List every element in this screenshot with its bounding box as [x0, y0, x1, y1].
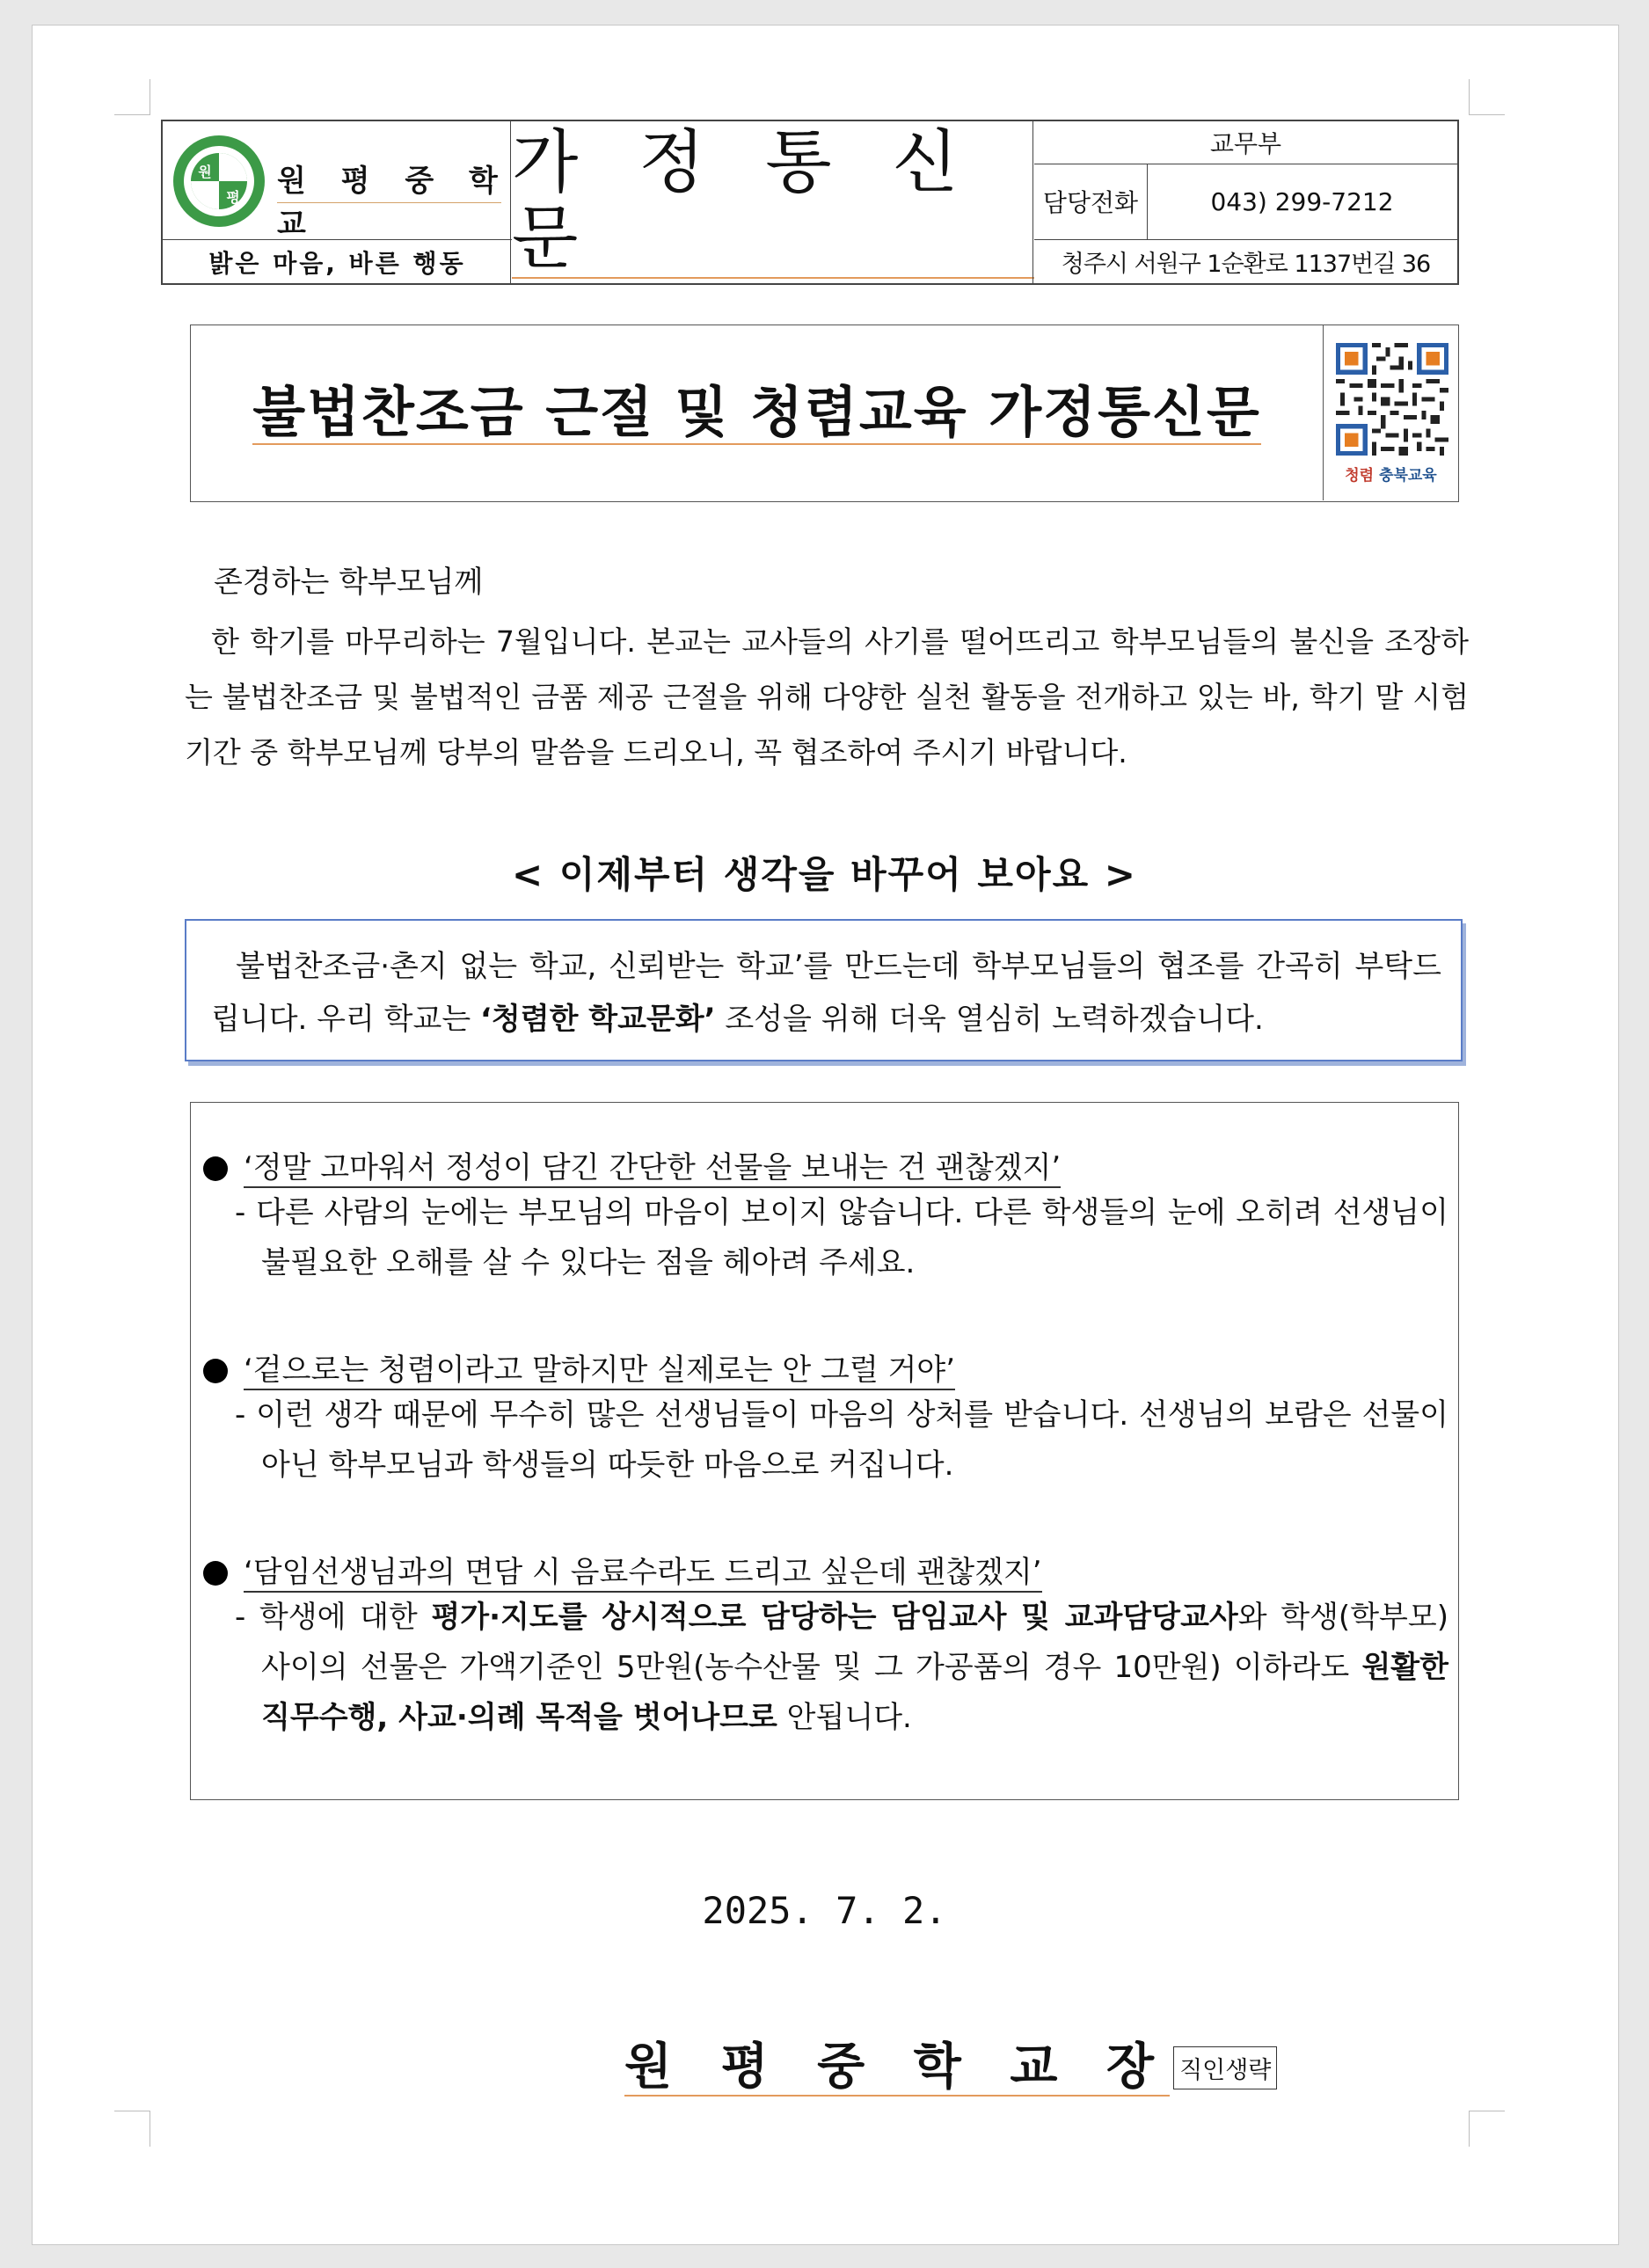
faq-answer	[235, 1593, 1448, 1743]
qr-caption-right: 충북교육	[1379, 467, 1437, 485]
seal-omitted-note: 직인생략	[1173, 2046, 1277, 2089]
faq-answer-part: 안됩니다.	[777, 1699, 912, 1735]
issue-date: 2025. 7. 2.	[702, 1889, 947, 1932]
faq-question	[203, 1150, 1434, 1188]
highlight-text	[211, 940, 1441, 1046]
faq-answer: - 다른 사람의 눈에는 부모님의 마음이 보이지 않습니다. 다른 학생들의 눈에 오히려 선생님이 불필요한 오해를 살 수 있다는 점을 헤아려 주세요.	[235, 1194, 1448, 1280]
faq-question-text: ‘겉으로는 청렴이라고 말하지만 실제로는 안 그럴 거야’	[244, 1353, 955, 1390]
school-motto: 밝은 마음, 바른 행동	[163, 239, 512, 284]
faq-answer-part: 와 학생(학부모) 사이의 선물은 가액기준인 5만원(농수산물 및 그 가공품의 경우 10만원) 이하라도	[261, 1599, 1448, 1685]
highlight-box	[185, 919, 1463, 1061]
crop-mark	[1469, 79, 1505, 115]
intro-text: 한 학기를 마무리하는 7월입니다. 본교는 교사들의 사기를 떨어뜨리고 학부모님들의 불신을 조장하는 불법찬조금 및 불법적인 금품 제공 근절을 위해 다양한 실천 활동을 전개하고 있는 바, 학기 말 시험 기간 중 학부모님께 당부의 말씀을 드리오니, 꼭 협조하여 주시기 바랍니다.	[185, 624, 1469, 769]
doc-type-title: 가 정 통 신 문	[512, 126, 1034, 279]
main-title-cell	[191, 325, 1323, 500]
faq-item	[203, 1555, 1448, 1743]
greeting: 존경하는 학부모님께	[214, 565, 484, 600]
doc-type-cell	[512, 121, 1034, 283]
principal-signature: 원 평 중 학 교 장	[624, 2038, 1171, 2096]
divider	[1032, 121, 1033, 283]
qr-code-icon	[1336, 343, 1448, 456]
faq-item	[203, 1353, 1448, 1491]
phone-label: 담당전화	[1034, 164, 1148, 240]
school-address: 청주시 서원구 1순환로 1137번길 36	[1061, 250, 1431, 278]
faq-answer-bold: 원활한 직무수행, 사교·의례 목적을 벗어나므로	[261, 1649, 1448, 1735]
faq-question	[203, 1353, 1434, 1390]
crop-mark	[114, 2111, 150, 2147]
faq-question-text: ‘정말 고마워서 정성이 담긴 간단한 선물을 보내는 건 괜찮겠지’	[244, 1150, 1061, 1188]
crop-mark	[114, 79, 150, 115]
bullet-icon	[203, 1561, 228, 1586]
phone-number: 043) 299-7212	[1147, 164, 1457, 240]
faq-box	[190, 1102, 1459, 1800]
faq-answer-part: - 학생에 대한	[235, 1599, 432, 1635]
highlight-text-1: 불법찬조금·촌지 없는 학교, 신뢰받는 학교’를 만드는데 학부모님들의 협조를 간곡히 부탁드립니다. 우리 학교는	[211, 949, 1441, 1037]
letterhead-table	[161, 120, 1459, 285]
emblem-char-2: 평	[226, 189, 240, 206]
school-logo-cell	[163, 121, 512, 242]
department: 교무부	[1034, 121, 1457, 164]
bullet-icon	[203, 1156, 228, 1181]
crop-mark	[1469, 2111, 1505, 2147]
signature-block	[624, 2038, 1277, 2097]
faq-question	[203, 1555, 1434, 1593]
school-emblem-icon	[171, 134, 266, 229]
qr-caption-left: 청렴	[1345, 467, 1375, 485]
title-box	[190, 325, 1459, 502]
faq-item	[203, 1150, 1448, 1288]
divider	[510, 121, 511, 283]
emblem-char-1: 원	[198, 164, 212, 180]
faq-answer-bold: 평가·지도를 상시적으로 담당하는 담임교사 및 교과담당교사	[431, 1599, 1238, 1635]
faq-question-text: ‘담임선생님과의 면담 시 음료수라도 드리고 싶은데 괜찮겠지’	[244, 1555, 1042, 1593]
faq-answer: - 이런 생각 때문에 무수히 많은 선생님들이 마음의 상처를 받습니다. 선생님의 보람은 선물이 아닌 학부모님과 학생들의 따듯한 마음으로 커집니다.	[235, 1397, 1448, 1483]
highlight-text-2: 조성을 위해 더욱 열심히 노력하겠습니다.	[715, 1002, 1264, 1037]
school-name: 원 평 중 학 교	[277, 164, 510, 242]
highlight-bold: ‘청렴한 학교문화’	[479, 1002, 716, 1037]
divider	[277, 202, 501, 203]
section-heading: < 이제부터 생각을 바꾸어 보아요 >	[512, 853, 1137, 896]
main-title: 불법찬조금 근절 및 청렴교육 가정통신문	[252, 379, 1261, 444]
bullet-icon	[203, 1359, 228, 1383]
qr-cell	[1323, 325, 1458, 500]
qr-caption	[1324, 463, 1458, 485]
intro-paragraph	[185, 614, 1469, 780]
